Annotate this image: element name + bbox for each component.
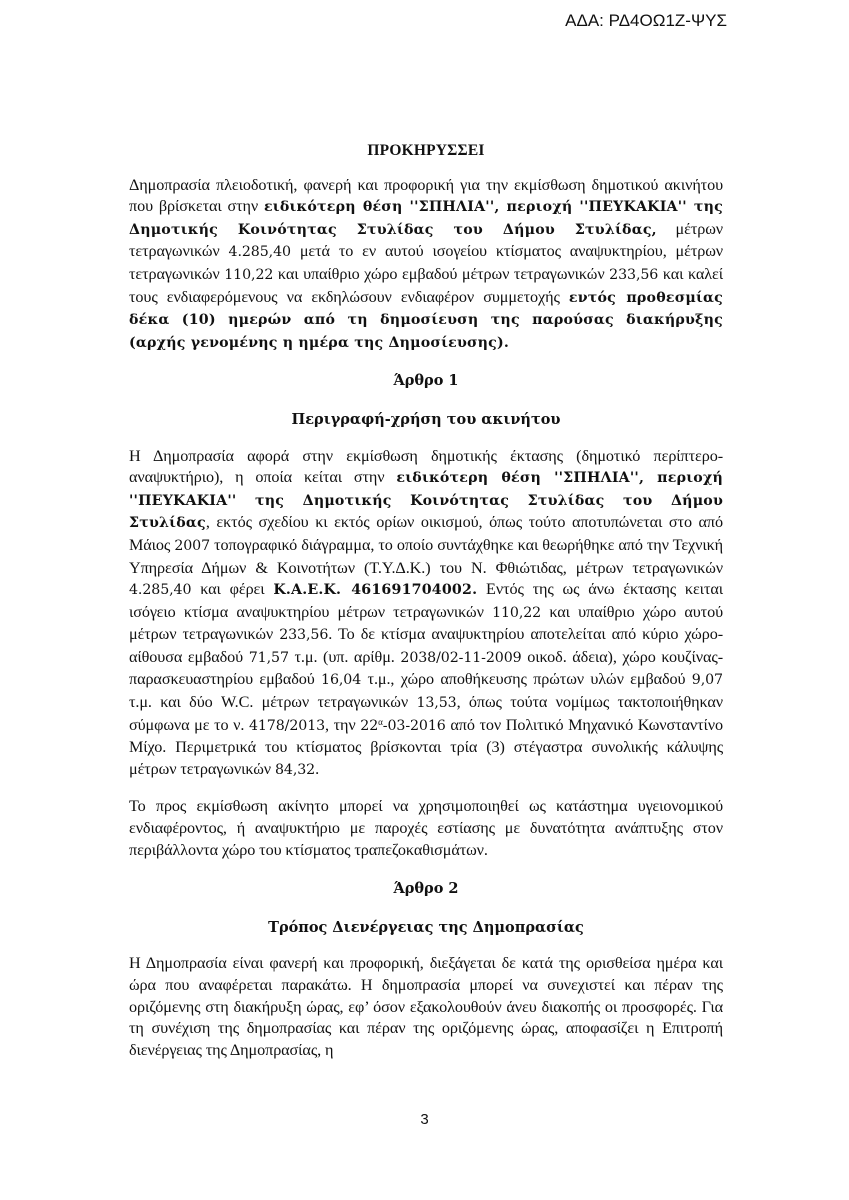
text-run: . [315,759,320,778]
text-run: τ.μ. και δύο W.C. μέτρων τετραγωνικών [129,693,417,712]
number-run: 22 [360,717,379,734]
text-run: και φέρει [191,580,274,599]
text-run: , την [325,715,361,734]
text-run: τ.μ. (υπ. αρίθμ. [288,647,401,666]
number-run: 110,22 [224,266,274,283]
bold-run: ειδικότερη θέση ''ΣΠΗΛΙΑ'', περιοχή ''ΠΕΥΚΑΚΙΑ'' της Δημοτικής Κοινότητας Στυλίδας του Δήμου Στυλίδας [129,470,723,532]
number-run: 9,07 [691,672,723,689]
text-run: , εκτός σχεδίου κι εκτός ορίων οικισμού, όπως τούτο αποτυπώνεται στο από Μάιος [129,513,723,554]
text-run: και υπαίθριο χώρο αυτού μέτρων τετραγωνικών [129,602,723,644]
number-run: 16,04 [321,672,362,689]
text-run: Η Δημοπρασία αφορά στην εκμίσθωση δημοτικής έκτασης (δημοτικό περίπτερο-αναψυκτήριο), η οποία κείται στην [129,446,723,487]
article-1-paragraph-1 [129,446,723,782]
text-run: Δημοπρασία πλειοδοτική, φανερή και προφορική για την εκμίσθωση δημοτικού ακινήτου που βρίσκεται στην [129,175,723,216]
bold-run: ειδικότερη θέση ''ΣΠΗΛΙΑ'', περιοχή ''ΠΕΥΚΑΚΙΑ'' της Δημοτικής Κοινότητας Στυλίδας του Δήμου Στυλίδας, [129,199,723,238]
number-run: 2038/02-11-2009 [400,649,522,666]
article-2-heading: Άρθρο 2 [393,880,459,898]
text-run: από τον Πολιτικό Μηχανικό Κωνσταντίνο Μίχο. Περιμετρικά του κτίσματος βρίσκονται τρία (3) στέγαστρα συνολικής κάλυψης μέτρων τετραγωνικών [129,715,723,778]
text-run: , όπως τούτα νομίμως τακτοποιήθηκαν σύμφωνα με το ν. [129,693,723,734]
number-run: 84,32 [274,761,316,778]
number-run: 4178/2013 [248,717,326,734]
article-2-subheading: Τρόπος Διενέργειας της Δημοπρασίας [268,918,584,936]
article-2-paragraph-1: Η Δημοπρασία είναι φανερή και προφορική, διεξάγεται δε κατά της ορισθείσα ημέρα και ώρα που αναφέρεται παρακάτω. Η δημοπρασία μπορεί να συνεχιστεί και πέραν της οριζόμενης στη διακήρυξη ώρας, εφ’ όσον εξακολουθούν άνευ διακοπής οι προσφορές. Για τη συνέχιση της δημοπρασίας και πέραν της οριζόμενης ώρας, αποφασίζει η Επιτροπή διενέργειας της Δημοπρασίας, η [129,954,723,1059]
text-run: οικοδ. άδεια), χώρο κουζίνας-παρασκευαστηρίου εμβαδού [129,647,724,689]
text-run: και καλεί τους ενδιαφερόμενους να εκδηλώσουν ενδιαφέρον συμμετοχής [129,264,723,306]
number-run: 233,56 [279,627,329,644]
bold-run: Κ.Α.Ε.Κ. 461691704002. [273,582,478,599]
document-body [129,140,723,1061]
number-run: 4.285,40 [129,582,192,599]
ada-code: ΑΔΑ: ΡΔ4ΟΩ1Ζ-ΨΥΣ [565,11,727,30]
number-run: 233,56 [609,266,659,283]
page-number: 3 [420,1111,429,1128]
article-1-heading: Άρθρο 1 [393,372,459,390]
number-run: 2007 [174,537,211,554]
text-run: . Το δε κτίσμα αναψυκτηρίου αποτελείται από κύριο χώρο-αίθουσα εμβαδού [129,625,723,666]
text-run: τοπογραφικό διάγραμμα, το οποίο συντάχθηκε και θεωρήθηκε από την Τεχνική Υπηρεσία Δήμων & Κοινοτήτων (Τ.Υ.Δ.Κ.) του Ν. Φθιώτιδας, μέτρων τετραγωνικών [129,535,723,577]
number-run: 4.285,40 [228,244,291,261]
text-run: μετά το εν αυτού ισογείου κτίσματος αναψυκτηρίου, μέτρων τετραγωνικών [129,242,723,283]
intro-paragraph [129,175,723,355]
text-run: μέτρων τετραγωνικών [129,219,723,261]
number-run: 13,53 [416,695,457,712]
document-title: ΠΡΟΚΗΡΥΣΣΕΙ [367,142,485,159]
number-run: -03-2016 [382,717,446,734]
text-run: και υπαίθριο χώρο εμβαδού μέτρων τετραγωνικών [273,264,610,283]
article-1-paragraph-2: Το προς εκμίσθωση ακίνητο μπορεί να χρησιμοποιηθεί ως κατάστημα υγειονομικού ενδιαφέροντος, ή αναψυκτήριο με παροχές εστίασης με δυνατότητα ανάπτυξης στον περιβάλλοντα χώρο του κτίσματος τραπεζοκαθισμάτων. [129,797,723,859]
text-run: τ.μ., χώρο αποθήκευσης πρώτων υλών εμβαδού [361,670,692,689]
bold-run: εντός προθεσμίας δέκα (10) ημερών από τη δημοσίευση της παρούσας διακήρυξης (αρχής γενομένης η ημέρα της Δημοσίευσης). [129,289,723,351]
superscript: α [378,716,383,727]
text-run: Εντός της ως άνω έκτασης κειται ισόγειο κτίσμα αναψυκτηρίου μέτρων τετραγωνικών [129,580,723,621]
article-1-subheading: Περιγραφή-χρήση του ακινήτου [291,410,561,428]
number-run: 71,57 [248,649,289,666]
number-run: 110,22 [492,604,542,621]
